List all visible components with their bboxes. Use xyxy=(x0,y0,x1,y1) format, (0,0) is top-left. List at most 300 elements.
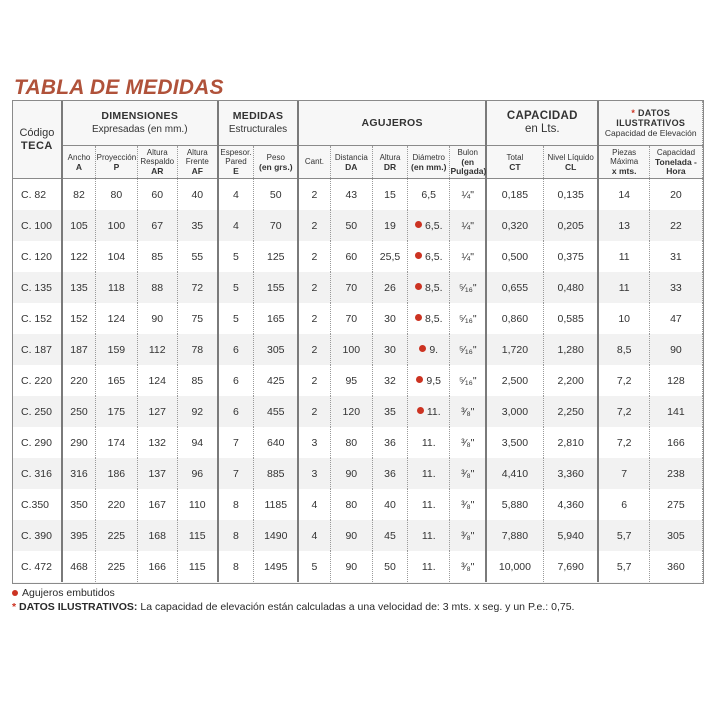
cell-espesor xyxy=(218,458,254,489)
medidas-title: MEDIDAS xyxy=(232,110,284,122)
cell-altura-respaldo xyxy=(137,489,177,520)
cell-proyeccion xyxy=(96,241,137,272)
cell-ancho xyxy=(62,241,96,272)
cell-value: 5 xyxy=(233,250,239,263)
cell-peso xyxy=(254,396,299,427)
cell-nivel-liquido xyxy=(543,396,598,427)
cell-value: 2 xyxy=(311,312,318,325)
cell-value: 70 xyxy=(269,219,282,232)
cell-value: 11 xyxy=(618,281,630,294)
cell-capacidad-hora xyxy=(649,210,702,241)
cell-piezas xyxy=(598,489,649,520)
cell-value: 0,375 xyxy=(557,250,584,263)
cell-nivel-liquido xyxy=(543,272,598,303)
cell-value: C. 152 xyxy=(21,312,52,325)
cell-bulon xyxy=(450,272,486,303)
cell-value: 238 xyxy=(667,467,685,480)
col-header-altura-respaldo: Altura Respaldo AR xyxy=(137,146,177,179)
cell-total xyxy=(486,179,543,211)
cell-proyeccion xyxy=(96,489,137,520)
cell-altura-respaldo xyxy=(137,427,177,458)
cell-value: 0,205 xyxy=(557,219,584,232)
cell-codigo xyxy=(13,334,62,365)
cell-proyeccion xyxy=(96,551,137,582)
cell-value: 25,5 xyxy=(379,250,401,263)
cell-value: 10,000 xyxy=(498,560,531,573)
cell-diametro xyxy=(408,427,450,458)
cell-value: 167 xyxy=(148,498,166,511)
cell-value: 175 xyxy=(107,405,126,418)
cell-value: 124 xyxy=(107,312,126,325)
cell-value: ¼" xyxy=(461,219,474,232)
cell-value: 1,280 xyxy=(557,343,584,356)
cell-espesor xyxy=(218,210,254,241)
cell-piezas xyxy=(598,303,649,334)
cell-value: 94 xyxy=(191,436,204,449)
cell-bulon xyxy=(450,551,486,582)
cell-capacidad-hora xyxy=(649,365,702,396)
cell-altura-frente xyxy=(177,365,217,396)
cell-capacidad-hora xyxy=(649,179,702,211)
cell-value: 92 xyxy=(191,405,204,418)
cell-value: 80 xyxy=(345,498,358,511)
cell-peso xyxy=(254,303,299,334)
cell-value: 70 xyxy=(345,281,358,294)
cell-codigo xyxy=(13,365,62,396)
cell-distancia xyxy=(330,272,372,303)
cell-proyeccion xyxy=(96,303,137,334)
cell-value: 5 xyxy=(233,312,239,325)
cell-value: 90 xyxy=(151,312,164,325)
cell-peso xyxy=(254,365,299,396)
cell-value: 165 xyxy=(107,374,126,387)
table-row xyxy=(13,396,703,427)
cell-peso xyxy=(254,427,299,458)
cell-espesor xyxy=(218,272,254,303)
cell-codigo xyxy=(13,179,62,211)
cell-ancho xyxy=(62,272,96,303)
cell-value: 8 xyxy=(233,529,239,542)
cell-value: 2 xyxy=(311,374,318,387)
col-header-ancho: Ancho A xyxy=(62,146,96,179)
cell-value: 32 xyxy=(384,374,396,387)
cell-piezas xyxy=(598,365,649,396)
cell-altura-respaldo xyxy=(137,551,177,582)
cell-value: C. 100 xyxy=(21,219,52,232)
col-header-proyeccion: Proyección P xyxy=(96,146,137,179)
cell-total xyxy=(486,303,543,334)
cell-espesor xyxy=(218,303,254,334)
cell-bulon xyxy=(450,489,486,520)
dimensiones-subtitle: Expresadas (en mm.) xyxy=(91,124,188,135)
cell-value: 2 xyxy=(311,250,318,263)
cell-nivel-liquido xyxy=(543,458,598,489)
cell-nivel-liquido xyxy=(543,427,598,458)
datos-header xyxy=(598,101,702,146)
cell-bulon xyxy=(450,458,486,489)
cell-value: 132 xyxy=(148,436,166,449)
cell-cant xyxy=(298,272,330,303)
cell-altura xyxy=(373,272,408,303)
cell-codigo xyxy=(13,396,62,427)
cell-value: 100 xyxy=(107,219,126,232)
cell-value: 350 xyxy=(70,498,88,511)
cell-codigo xyxy=(13,489,62,520)
cell-peso xyxy=(254,489,299,520)
cell-bulon xyxy=(450,396,486,427)
cell-value: 0,500 xyxy=(501,250,529,263)
cell-value: 1490 xyxy=(264,529,288,542)
cell-ancho xyxy=(62,334,96,365)
cell-value: 3,500 xyxy=(501,436,529,449)
cell-value: 22 xyxy=(670,219,682,232)
cell-espesor xyxy=(218,365,254,396)
datos-star: * xyxy=(631,108,636,118)
cell-value: 70 xyxy=(345,312,358,325)
cell-value: 11. xyxy=(421,529,436,542)
table-row xyxy=(13,210,703,241)
cell-proyeccion xyxy=(96,427,137,458)
cell-diametro xyxy=(408,520,450,551)
cell-cant xyxy=(298,489,330,520)
cell-value: 50 xyxy=(384,560,396,573)
capacidad-subtitle: en Lts. xyxy=(525,123,560,135)
cell-value: C. 390 xyxy=(21,529,52,542)
cell-capacidad-hora xyxy=(649,303,702,334)
cell-value: ³⁄₈" xyxy=(461,560,475,573)
cell-value: 11. xyxy=(421,436,436,449)
cell-distancia xyxy=(330,365,372,396)
cell-capacidad-hora xyxy=(649,272,702,303)
cell-altura-frente xyxy=(177,551,217,582)
cell-altura-frente xyxy=(177,458,217,489)
cell-total xyxy=(486,272,543,303)
cell-value: 9,5 xyxy=(426,374,442,387)
cell-value: 174 xyxy=(107,436,126,449)
cell-bulon xyxy=(450,334,486,365)
cell-value: 90 xyxy=(345,529,358,542)
cell-nivel-liquido xyxy=(543,489,598,520)
footnote-datos xyxy=(12,601,574,613)
cell-value: 2,810 xyxy=(557,436,584,449)
cell-value: 85 xyxy=(191,374,204,387)
cell-proyeccion xyxy=(96,334,137,365)
cell-diametro xyxy=(408,458,450,489)
cell-value: 2,200 xyxy=(557,374,584,387)
cell-bulon xyxy=(450,365,486,396)
cell-ancho xyxy=(62,210,96,241)
cell-value: 128 xyxy=(667,374,685,387)
cell-value: 120 xyxy=(342,405,361,418)
footnote-embutidos: Agujeros embutidos xyxy=(12,587,115,599)
cell-cant xyxy=(298,520,330,551)
cell-cant xyxy=(298,365,330,396)
cell-total xyxy=(486,241,543,272)
cell-value: ⁵⁄₁₆" xyxy=(458,343,477,356)
cell-value: 6 xyxy=(233,405,239,418)
cell-nivel-liquido xyxy=(543,334,598,365)
cell-value: 2 xyxy=(311,188,318,201)
cell-value: 118 xyxy=(108,281,125,294)
cell-cant xyxy=(298,179,330,211)
col-header-diametro: Diámetro (en mm.) xyxy=(408,146,450,179)
cell-piezas xyxy=(598,427,649,458)
cell-piezas xyxy=(598,272,649,303)
cell-value: 13 xyxy=(618,219,631,232)
cell-value: 1495 xyxy=(264,560,288,573)
cell-altura-respaldo xyxy=(137,458,177,489)
cell-value: 8 xyxy=(233,560,239,573)
cell-value: 31 xyxy=(670,250,682,263)
red-dot-icon xyxy=(12,590,18,596)
cell-value: 90 xyxy=(345,560,358,573)
cell-ancho xyxy=(62,551,96,582)
cell-value: 115 xyxy=(188,560,206,573)
cell-diametro xyxy=(408,210,450,241)
cell-ancho xyxy=(62,396,96,427)
cell-codigo xyxy=(13,427,62,458)
cell-capacidad-hora xyxy=(649,427,702,458)
cell-ancho xyxy=(62,303,96,334)
cell-diametro xyxy=(408,272,450,303)
table-row xyxy=(13,489,703,520)
cell-value: ³⁄₈" xyxy=(461,467,475,480)
cell-value: 43 xyxy=(345,188,358,201)
table-row xyxy=(13,427,703,458)
cell-value: 115 xyxy=(188,529,206,542)
cell-value: 6,5. xyxy=(424,250,443,263)
cell-value: 1185 xyxy=(264,498,288,511)
cell-value: ⁵⁄₁₆" xyxy=(458,281,477,294)
cell-ancho xyxy=(62,427,96,458)
cell-diametro xyxy=(408,365,450,396)
cell-diametro xyxy=(408,396,450,427)
cell-proyeccion xyxy=(96,365,137,396)
cell-value: 78 xyxy=(191,343,204,356)
cell-value: 47 xyxy=(670,312,682,325)
cell-value: 135 xyxy=(70,281,88,294)
cell-value: 8,5. xyxy=(424,281,443,294)
cell-value: 55 xyxy=(191,250,204,263)
cell-diametro xyxy=(408,241,450,272)
cell-value: 137 xyxy=(148,467,166,480)
col-header-capacidad-hora: Capacidad Tonelada - Hora xyxy=(649,146,702,179)
cell-value: 35 xyxy=(191,219,204,232)
cell-ancho xyxy=(62,489,96,520)
cell-cant xyxy=(298,210,330,241)
cell-espesor xyxy=(218,427,254,458)
cell-value: 8 xyxy=(233,498,239,511)
dimensiones-header xyxy=(62,101,218,146)
cell-value: 26 xyxy=(384,281,396,294)
cell-value: 88 xyxy=(151,281,164,294)
cell-value: 11. xyxy=(426,405,441,418)
cell-bulon xyxy=(450,427,486,458)
cell-value: 3 xyxy=(311,436,318,449)
cell-value: 67 xyxy=(151,219,164,232)
cell-value: ³⁄₈" xyxy=(461,405,475,418)
cell-value: C. 250 xyxy=(21,405,52,418)
cell-bulon xyxy=(450,303,486,334)
cell-value: 104 xyxy=(107,250,126,263)
cell-value: 30 xyxy=(384,312,396,325)
cell-value: 425 xyxy=(267,374,285,387)
cell-espesor xyxy=(218,396,254,427)
cell-codigo xyxy=(13,210,62,241)
cell-codigo xyxy=(13,458,62,489)
cell-value: 159 xyxy=(107,343,126,356)
cell-peso xyxy=(254,179,299,211)
medidas-header xyxy=(218,101,299,146)
cell-proyeccion xyxy=(96,272,137,303)
cell-ancho xyxy=(62,365,96,396)
cell-value: 8,5. xyxy=(424,312,443,325)
cell-altura-frente xyxy=(177,272,217,303)
cell-value: 80 xyxy=(110,188,123,201)
cell-total xyxy=(486,210,543,241)
cell-value: 124 xyxy=(148,374,166,387)
dimensiones-title: DIMENSIONES xyxy=(101,110,179,122)
cell-distancia xyxy=(330,396,372,427)
cell-value: 80 xyxy=(345,436,358,449)
cell-value: 7,690 xyxy=(557,560,584,573)
cell-altura-respaldo xyxy=(137,303,177,334)
cell-proyeccion xyxy=(96,520,137,551)
cell-value: 11 xyxy=(618,250,630,263)
cell-value: 50 xyxy=(345,219,358,232)
cell-value: 640 xyxy=(267,436,285,449)
cell-value: 5,7 xyxy=(616,529,632,542)
col-header-cant: Cant. xyxy=(298,146,330,179)
cell-value: 220 xyxy=(107,498,126,511)
cell-altura xyxy=(373,396,408,427)
cell-value: ⁵⁄₁₆" xyxy=(458,312,477,325)
cell-diametro xyxy=(408,551,450,582)
cell-value: 11. xyxy=(421,560,436,573)
cell-bulon xyxy=(450,241,486,272)
cell-value: 33 xyxy=(670,281,682,294)
cell-piezas xyxy=(598,458,649,489)
cell-codigo xyxy=(13,303,62,334)
cell-value: 250 xyxy=(70,405,88,418)
cell-value: 9. xyxy=(429,343,439,356)
cell-value: ¼" xyxy=(461,250,474,263)
cell-value: 166 xyxy=(667,436,685,449)
cell-total xyxy=(486,334,543,365)
cell-distancia xyxy=(330,551,372,582)
cell-altura-frente xyxy=(177,334,217,365)
cell-altura-frente xyxy=(177,396,217,427)
medidas-subtitle: Estructurales xyxy=(228,124,288,135)
cell-value: 15 xyxy=(384,188,396,201)
red-dot-icon xyxy=(419,345,426,352)
cell-value: 6 xyxy=(233,343,239,356)
cell-value: 40 xyxy=(384,498,396,511)
cell-value: 5,940 xyxy=(557,529,584,542)
measurements-table xyxy=(12,100,704,584)
table-row xyxy=(13,551,703,582)
cell-value: 4 xyxy=(233,188,239,201)
cell-value: C. 135 xyxy=(21,281,52,294)
cell-value: 110 xyxy=(188,498,206,511)
footnote-datos-text: La capacidad de elevación están calculadas a una velocidad de: 3 mts. x seg. y un P.e.: 0,75. xyxy=(140,601,575,613)
cell-value: 50 xyxy=(269,188,282,201)
cell-value: 10 xyxy=(618,312,631,325)
cell-value: 2 xyxy=(311,281,318,294)
col-header-espesor: Espesor. Pared E xyxy=(218,146,254,179)
cell-peso xyxy=(254,520,299,551)
cell-value: C. 316 xyxy=(21,467,52,480)
cell-total xyxy=(486,365,543,396)
cell-cant xyxy=(298,303,330,334)
cell-value: 2 xyxy=(311,405,318,418)
cell-value: 2 xyxy=(311,343,318,356)
cell-bulon xyxy=(450,520,486,551)
cell-cant xyxy=(298,241,330,272)
cell-value: 152 xyxy=(70,312,88,325)
cell-peso xyxy=(254,272,299,303)
cell-value: 275 xyxy=(667,498,685,511)
cell-distancia xyxy=(330,458,372,489)
cell-value: 14 xyxy=(618,188,631,201)
cell-value: 45 xyxy=(384,529,396,542)
cell-codigo xyxy=(13,520,62,551)
cell-value: 6,5 xyxy=(421,188,437,201)
cell-total xyxy=(486,489,543,520)
cell-value: 7,2 xyxy=(616,405,632,418)
cell-value: 19 xyxy=(384,219,396,232)
cell-value: C. 290 xyxy=(21,436,52,449)
cell-value: C. 187 xyxy=(21,343,52,356)
cell-value: 5,880 xyxy=(501,498,529,511)
cell-altura-respaldo xyxy=(137,365,177,396)
cell-nivel-liquido xyxy=(543,365,598,396)
table-row xyxy=(13,334,703,365)
table-row xyxy=(13,272,703,303)
cell-diametro xyxy=(408,334,450,365)
cell-value: 6,5. xyxy=(424,219,443,232)
cell-value: 0,480 xyxy=(557,281,584,294)
cell-cant xyxy=(298,427,330,458)
cell-value: 125 xyxy=(267,250,285,263)
cell-value: C. 220 xyxy=(21,374,52,387)
codigo-header xyxy=(13,101,62,179)
cell-proyeccion xyxy=(96,210,137,241)
cell-capacidad-hora xyxy=(649,396,702,427)
cell-value: 1,720 xyxy=(501,343,529,356)
cell-capacidad-hora xyxy=(649,334,702,365)
cell-cant xyxy=(298,551,330,582)
cell-value: 225 xyxy=(107,560,126,573)
cell-distancia xyxy=(330,241,372,272)
cell-value: 220 xyxy=(70,374,88,387)
cell-value: 165 xyxy=(267,312,285,325)
cell-altura xyxy=(373,179,408,211)
cell-value: 7,880 xyxy=(501,529,529,542)
cell-value: 0,655 xyxy=(501,281,529,294)
cell-espesor xyxy=(218,489,254,520)
red-dot-icon xyxy=(415,221,422,228)
cell-value: 225 xyxy=(107,529,126,542)
cell-value: 4 xyxy=(311,498,318,511)
cell-value: 395 xyxy=(70,529,88,542)
cell-value: ¼" xyxy=(461,188,474,201)
cell-value: 4,410 xyxy=(501,467,529,480)
agujeros-header xyxy=(298,101,486,146)
cell-diametro xyxy=(408,179,450,211)
codigo-label: Código xyxy=(19,126,55,139)
cell-value: 20 xyxy=(670,188,682,201)
